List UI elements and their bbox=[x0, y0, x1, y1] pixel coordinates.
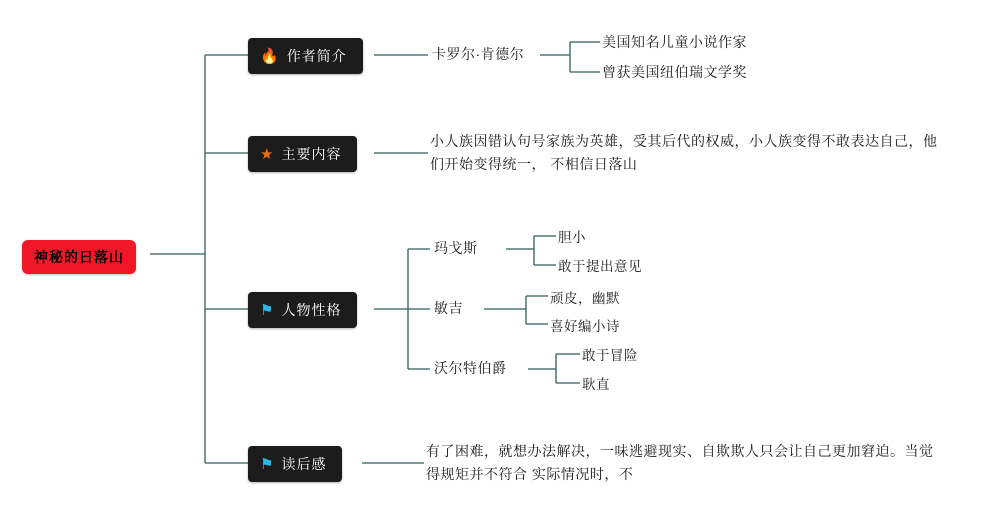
leaf-character-name[interactable]: 玛戈斯 bbox=[434, 240, 478, 256]
leaf-author-detail[interactable]: 曾获美国纽伯瑞文学奖 bbox=[602, 64, 747, 80]
branch-node-author-intro[interactable] bbox=[248, 38, 363, 74]
leaf-character-trait[interactable]: 顽皮，幽默 bbox=[550, 291, 620, 306]
leaf-main-content-summary[interactable]: 小人族因错认句号家族为英雄，受其后代的权威，小人族变得不敢表达自己，他们开始变得统一， 不相信日落山 bbox=[430, 133, 938, 173]
leaf-character-trait[interactable]: 胆小 bbox=[558, 230, 586, 245]
leaf-author-name[interactable]: 卡罗尔·肯德尔 bbox=[432, 46, 525, 62]
branch-node-main-content[interactable] bbox=[248, 136, 357, 172]
leaf-character-trait[interactable]: 敢于提出意见 bbox=[558, 259, 642, 274]
branch-node-reading-reflection[interactable] bbox=[248, 446, 342, 482]
flag-icon: ⚑ bbox=[260, 301, 275, 319]
branch-node-character-traits[interactable] bbox=[248, 292, 357, 328]
branch-node-label: 人物性格 bbox=[281, 302, 342, 318]
leaf-character-trait[interactable]: 喜好编小诗 bbox=[550, 319, 620, 334]
leaf-author-detail[interactable]: 美国知名儿童小说作家 bbox=[602, 34, 747, 50]
flag-icon: ⚑ bbox=[260, 455, 275, 473]
leaf-character-trait[interactable]: 敢于冒险 bbox=[582, 348, 638, 363]
root-node[interactable] bbox=[22, 240, 136, 274]
leaf-character-trait[interactable]: 耿直 bbox=[582, 377, 610, 392]
leaf-reflection-text[interactable]: 有了困难，就想办法解决，一味逃避现实、自欺欺人只会让自己更加窘迫。当觉得规矩并不符合 实际情况时，不 bbox=[426, 443, 934, 483]
root-node-label: 神秘的日落山 bbox=[34, 249, 124, 265]
flame-icon: 🔥 bbox=[260, 47, 280, 65]
branch-node-label: 读后感 bbox=[281, 456, 327, 472]
branch-node-label: 作者简介 bbox=[286, 48, 347, 64]
leaf-character-name[interactable]: 沃尔特伯爵 bbox=[434, 360, 507, 376]
branch-node-label: 主要内容 bbox=[281, 146, 342, 162]
star-icon: ★ bbox=[260, 145, 275, 163]
leaf-character-name[interactable]: 敏吉 bbox=[434, 300, 463, 316]
